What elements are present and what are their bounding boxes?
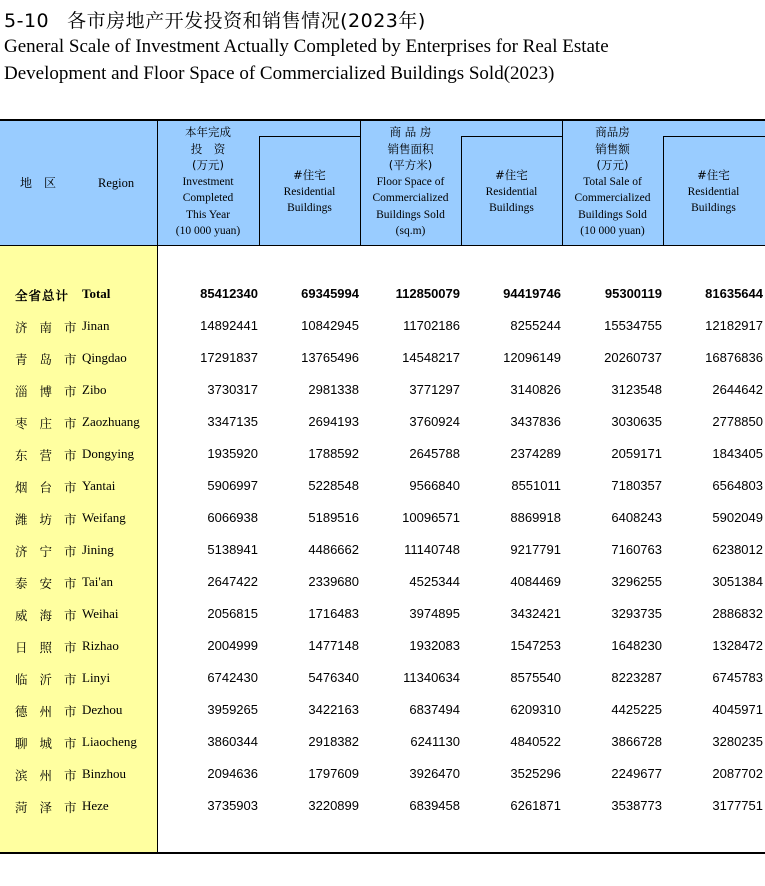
header-investment-unit-cn: (万元) <box>192 158 224 172</box>
table-row <box>0 438 765 470</box>
region-name-cn: 烟 台 市 <box>15 480 81 495</box>
region-name-cn: 东 营 市 <box>15 448 81 463</box>
table-row <box>0 502 765 534</box>
header-res-en1-3: Residential <box>687 185 740 198</box>
table-row <box>0 566 765 598</box>
value-cell: 4425225 <box>611 702 662 717</box>
table-row <box>0 310 765 342</box>
region-name-cn: 菏 泽 市 <box>15 800 81 815</box>
value-cell: 20260737 <box>604 350 662 365</box>
header-region-en: Region <box>98 176 135 190</box>
value-cell: 3051384 <box>712 574 763 589</box>
region-name-cn: 济 南 市 <box>15 320 81 335</box>
region-name-cn: 日 照 市 <box>15 640 81 655</box>
value-cell: 2886832 <box>712 606 763 621</box>
value-cell: 1547253 <box>510 638 561 653</box>
region-name-cn: 淄 博 市 <box>15 384 81 399</box>
header-divider <box>663 136 765 137</box>
value-cell: 5476340 <box>308 670 359 685</box>
value-cell: 2059171 <box>611 446 662 461</box>
region-name-cn: 滨 州 市 <box>15 768 81 783</box>
header-floor-unit-en: (sq.m) <box>395 225 426 237</box>
value-cell: 4525344 <box>409 574 460 589</box>
value-cell: 3177751 <box>712 798 763 813</box>
table-row <box>0 406 765 438</box>
header-sales-unit-en: (10 000 yuan) <box>580 225 645 237</box>
region-name-en: Linyi <box>82 670 111 685</box>
value-cell: 81635644 <box>705 286 763 301</box>
header-region-cn: 地 区 <box>20 176 57 190</box>
header-res-en2-2: Buildings <box>489 202 534 214</box>
region-name-en: Dezhou <box>82 702 123 717</box>
value-cell: 3974895 <box>409 606 460 621</box>
value-cell: 94419746 <box>503 286 561 301</box>
value-cell: 2087702 <box>712 766 763 781</box>
region-name-en: Rizhao <box>82 638 119 653</box>
header-investment <box>158 124 258 240</box>
header-divider <box>360 121 361 246</box>
value-cell: 10842945 <box>301 318 359 333</box>
value-cell: 4486662 <box>308 542 359 557</box>
table-row <box>0 470 765 502</box>
value-cell: 7160763 <box>611 542 662 557</box>
value-cell: 1716483 <box>308 606 359 621</box>
value-cell: 3220899 <box>308 798 359 813</box>
header-floor-residential <box>461 167 562 217</box>
header-floor-en1: Floor Space of <box>376 175 445 188</box>
value-cell: 15534755 <box>604 318 662 333</box>
value-cell: 6066938 <box>207 510 258 525</box>
value-cell: 1328472 <box>712 638 763 653</box>
header-investment-en1: Investment <box>182 175 234 188</box>
value-cell: 3140826 <box>510 382 561 397</box>
table-row <box>0 694 765 726</box>
value-cell: 1935920 <box>207 446 258 461</box>
value-cell: 11140748 <box>404 542 460 557</box>
value-cell: 5228548 <box>308 478 359 493</box>
value-cell: 3525296 <box>510 766 561 781</box>
value-cell: 1648230 <box>611 638 662 653</box>
region-name-en: Zibo <box>82 382 107 397</box>
table-title-cn <box>4 6 426 33</box>
value-cell: 2778850 <box>712 414 763 429</box>
value-cell: 8223287 <box>611 670 662 685</box>
value-cell: 6837494 <box>409 702 460 717</box>
region-name-en: Total <box>82 286 111 301</box>
table-bottom-border <box>0 852 765 854</box>
value-cell: 95300119 <box>604 286 662 301</box>
value-cell: 3538773 <box>611 798 662 813</box>
header-res-cn-3: #住宅 <box>697 168 730 182</box>
value-cell: 1788592 <box>308 446 359 461</box>
header-sales-en2: Commercialized <box>574 192 651 204</box>
header-investment-residential <box>259 167 360 217</box>
value-cell: 2094636 <box>207 766 258 781</box>
value-cell: 5906997 <box>207 478 258 493</box>
value-cell: 16876836 <box>705 350 763 365</box>
region-name-en: Yantai <box>82 478 116 493</box>
value-cell: 2339680 <box>308 574 359 589</box>
value-cell: 9217791 <box>510 542 561 557</box>
value-cell: 3422163 <box>308 702 359 717</box>
value-cell: 13765496 <box>301 350 359 365</box>
value-cell: 14892441 <box>200 318 258 333</box>
region-name-en: Jining <box>82 542 114 557</box>
value-cell: 8869918 <box>510 510 561 525</box>
table-row <box>0 534 765 566</box>
value-cell: 17291837 <box>200 350 258 365</box>
value-cell: 8575540 <box>510 670 561 685</box>
header-floor-en2: Commercialized <box>372 192 449 204</box>
region-name-en: Weifang <box>82 510 126 525</box>
value-cell: 4840522 <box>510 734 561 749</box>
value-cell: 1843405 <box>712 446 763 461</box>
value-cell: 2645788 <box>409 446 460 461</box>
value-cell: 6209310 <box>510 702 561 717</box>
header-divider <box>157 121 158 246</box>
value-cell: 6408243 <box>611 510 662 525</box>
region-name-en: Binzhou <box>82 766 127 781</box>
value-cell: 3760924 <box>409 414 460 429</box>
value-cell: 5138941 <box>207 542 258 557</box>
region-name-en: Qingdao <box>82 350 127 365</box>
region-name-cn: 临 沂 市 <box>15 672 81 687</box>
header-floor-unit-cn: (平方米) <box>388 158 433 172</box>
value-cell: 5902049 <box>712 510 763 525</box>
value-cell: 6241130 <box>410 734 460 749</box>
value-cell: 11340634 <box>403 670 460 685</box>
value-cell: 3866728 <box>611 734 662 749</box>
value-cell: 1797609 <box>308 766 359 781</box>
value-cell: 3860344 <box>207 734 258 749</box>
table-header <box>0 119 765 246</box>
region-name-en: Jinan <box>82 318 110 333</box>
value-cell: 8255244 <box>510 318 561 333</box>
table-row <box>0 662 765 694</box>
region-name-cn: 潍 坊 市 <box>15 512 81 527</box>
header-sales-en1: Total Sale of <box>583 175 642 188</box>
table-row <box>0 598 765 630</box>
header-res-en1-1: Residential <box>283 185 336 198</box>
header-divider <box>259 137 260 246</box>
region-name-en: Dongying <box>82 446 134 461</box>
region-name-en: Heze <box>82 798 109 813</box>
header-sales <box>562 124 663 240</box>
header-sales-residential <box>663 167 764 217</box>
header-investment-en3: This Year <box>185 208 231 221</box>
value-cell: 2004999 <box>207 638 258 653</box>
table-row <box>0 374 765 406</box>
table-title-en-line1: General Scale of Investment Actually Completed by Enterprises for Real Estate <box>4 36 609 57</box>
region-name-cn: 济 宁 市 <box>15 544 81 559</box>
header-investment-en2: Completed <box>182 192 234 204</box>
header-floor-cn2: 销售面积 <box>387 141 434 156</box>
region-name-cn: 威 海 市 <box>15 608 81 623</box>
value-cell: 12182917 <box>705 318 763 333</box>
value-cell: 6564803 <box>712 478 763 493</box>
region-name-cn: 全省总计 <box>15 288 70 303</box>
table-row <box>0 790 765 822</box>
header-res-en2-1: Buildings <box>287 202 332 214</box>
value-cell: 2918382 <box>308 734 359 749</box>
header-floor-cn1: 商 品 房 <box>389 125 432 139</box>
region-name-en: Zaozhuang <box>82 414 140 429</box>
table-title-en-line2: Development and Floor Space of Commercialized Buildings Sold(2023) <box>4 63 555 84</box>
header-investment-cn2: 投 资 <box>190 141 226 156</box>
region-name-en: Tai'an <box>82 574 114 589</box>
value-cell: 11702186 <box>403 318 460 333</box>
header-divider <box>259 136 360 137</box>
value-cell: 2056815 <box>207 606 258 621</box>
region-name-en: Liaocheng <box>82 734 137 749</box>
value-cell: 3735903 <box>207 798 258 813</box>
value-cell: 1477148 <box>308 638 359 653</box>
value-cell: 3293735 <box>611 606 662 621</box>
header-sales-unit-cn: (万元) <box>596 158 629 172</box>
total-row <box>0 278 765 310</box>
header-divider <box>461 137 462 246</box>
table-title-cn-text: 各市房地产开发投资和销售情况(2023年) <box>67 10 426 32</box>
table-row <box>0 342 765 374</box>
value-cell: 3437836 <box>510 414 561 429</box>
value-cell: 6745783 <box>712 670 763 685</box>
value-cell: 2647422 <box>207 574 258 589</box>
value-cell: 10096571 <box>402 510 460 525</box>
value-cell: 85412340 <box>200 286 258 301</box>
value-cell: 3432421 <box>510 606 561 621</box>
header-res-en2-3: Buildings <box>691 202 736 214</box>
table-row <box>0 726 765 758</box>
value-cell: 8551011 <box>511 478 561 493</box>
value-cell: 7180357 <box>611 478 662 493</box>
value-cell: 6238012 <box>712 542 763 557</box>
value-cell: 9566840 <box>409 478 460 493</box>
value-cell: 6742430 <box>207 670 258 685</box>
table-row <box>0 758 765 790</box>
header-divider <box>461 136 562 137</box>
region-name-cn: 泰 安 市 <box>15 576 81 591</box>
value-cell: 2644642 <box>712 382 763 397</box>
value-cell: 2981338 <box>308 382 359 397</box>
value-cell: 12096149 <box>503 350 561 365</box>
table-number: 5-10 <box>4 10 50 32</box>
region-name-cn: 聊 城 市 <box>15 736 81 751</box>
header-divider <box>562 121 563 246</box>
header-sales-cn2: 销售额 <box>595 141 630 156</box>
value-cell: 2374289 <box>510 446 561 461</box>
value-cell: 3730317 <box>207 382 258 397</box>
value-cell: 2249677 <box>611 766 662 781</box>
header-investment-cn1: 本年完成 <box>185 125 231 139</box>
value-cell: 112850079 <box>395 286 460 301</box>
region-name-cn: 德 州 市 <box>15 704 81 719</box>
table-row <box>0 630 765 662</box>
header-divider <box>663 137 664 246</box>
region-name-cn: 枣 庄 市 <box>15 416 81 431</box>
value-cell: 3280235 <box>712 734 763 749</box>
value-cell: 6839458 <box>409 798 460 813</box>
value-cell: 1932083 <box>409 638 460 653</box>
region-name-en: Weihai <box>82 606 119 621</box>
value-cell: 3347135 <box>207 414 258 429</box>
value-cell: 3030635 <box>611 414 662 429</box>
value-cell: 4045971 <box>712 702 763 717</box>
value-cell: 3959265 <box>207 702 258 717</box>
value-cell: 14548217 <box>402 350 460 365</box>
value-cell: 5189516 <box>308 510 359 525</box>
header-res-cn-2: #住宅 <box>495 168 528 182</box>
header-res-en1-2: Residential <box>485 185 538 198</box>
header-floor-en3: Buildings Sold <box>376 208 445 221</box>
value-cell: 2694193 <box>308 414 359 429</box>
value-cell: 69345994 <box>301 286 359 301</box>
value-cell: 6261871 <box>510 798 561 813</box>
value-cell: 3123548 <box>611 382 662 397</box>
header-sales-en3: Buildings Sold <box>578 208 647 221</box>
value-cell: 3296255 <box>611 574 662 589</box>
value-cell: 3771297 <box>409 382 460 397</box>
value-cell: 4084469 <box>510 574 561 589</box>
region-name-cn: 青 岛 市 <box>15 352 81 367</box>
header-res-cn-1: #住宅 <box>293 168 326 182</box>
header-investment-unit-en: (10 000 yuan) <box>175 225 241 237</box>
header-floor <box>360 124 461 240</box>
header-sales-cn1: 商品房 <box>595 125 630 139</box>
value-cell: 3926470 <box>409 766 460 781</box>
